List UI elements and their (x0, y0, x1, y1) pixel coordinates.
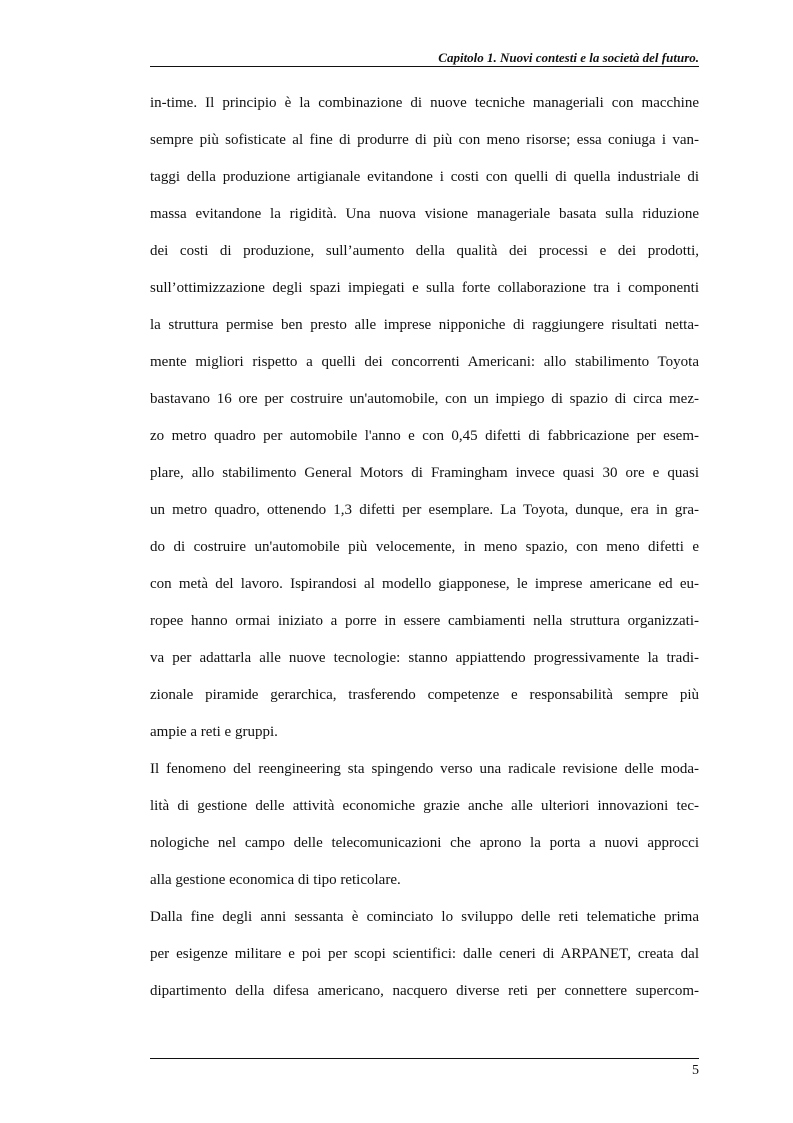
footer-rule (150, 1058, 699, 1059)
text-line: ropee hanno ormai iniziato a porre in essere cambiamenti nella struttura organizzati- (150, 613, 699, 629)
header-rule (150, 66, 699, 67)
text-line: bastavano 16 ore per costruire un'automobile, con un impiego di spazio di circa mez- (150, 391, 699, 407)
text-line: ampie a reti e gruppi. (150, 724, 278, 740)
text-line: massa evitandone la rigidità. Una nuova visione manageriale basata sulla riduzione (150, 206, 699, 222)
running-header: Capitolo 1. Nuovi contesti e la società del futuro. (438, 50, 699, 65)
text-line: nologiche nel campo delle telecomunicazioni che aprono la porta a nuovi approcci (150, 835, 699, 851)
text-line: va per adattarla alle nuove tecnologie: stanno appiattendo progressivamente la tradi- (150, 650, 699, 666)
text-line: taggi della produzione artigianale evitandone i costi con quelli di quella industriale di (150, 169, 699, 185)
page-number: 5 (692, 1063, 699, 1078)
text-line: mente migliori rispetto a quelli dei concorrenti Americani: allo stabilimento Toyota (150, 354, 699, 370)
text-line: alla gestione economica di tipo reticolare. (150, 872, 401, 888)
text-line: in-time. Il principio è la combinazione di nuove tecniche manageriali con macchine (150, 95, 699, 111)
text-line: la struttura permise ben presto alle imprese nipponiche di raggiungere risultati netta- (150, 317, 699, 333)
text-line: Dalla fine degli anni sessanta è cominciato lo sviluppo delle reti telematiche prima (150, 909, 699, 925)
text-line: do di costruire un'automobile più velocemente, in meno spazio, con meno difetti e (150, 539, 699, 555)
text-line: sull’ottimizzazione degli spazi impiegati e sulla forte collaborazione tra i componenti (150, 280, 699, 296)
text-line: dei costi di produzione, sull’aumento della qualità dei processi e dei prodotti, (150, 243, 699, 259)
text-line: lità di gestione delle attività economiche grazie anche alle ulteriori innovazioni tec- (150, 798, 699, 814)
text-line: per esigenze militare e poi per scopi scientifici: dalle ceneri di ARPANET, creata dal (150, 946, 699, 962)
text-line: un metro quadro, ottenendo 1,3 difetti per esemplare. La Toyota, dunque, era in gra- (150, 502, 699, 518)
text-line: Il fenomeno del reengineering sta spingendo verso una radicale revisione delle moda- (150, 761, 699, 777)
text-line: dipartimento della difesa americano, nacquero diverse reti per connettere supercom- (150, 983, 699, 999)
text-line: plare, allo stabilimento General Motors di Framingham invece quasi 30 ore e quasi (150, 465, 699, 481)
text-line: zo metro quadro per automobile l'anno e con 0,45 difetti di fabbricazione per esem- (150, 428, 699, 444)
text-line: zionale piramide gerarchica, trasferendo competenze e responsabilità sempre più (150, 687, 699, 703)
text-line: sempre più sofisticate al fine di produrre di più con meno risorse; essa coniuga i van- (150, 132, 699, 148)
body-text (150, 90, 699, 1015)
text-line: con metà del lavoro. Ispirandosi al modello giapponese, le imprese americane ed eu- (150, 576, 699, 592)
